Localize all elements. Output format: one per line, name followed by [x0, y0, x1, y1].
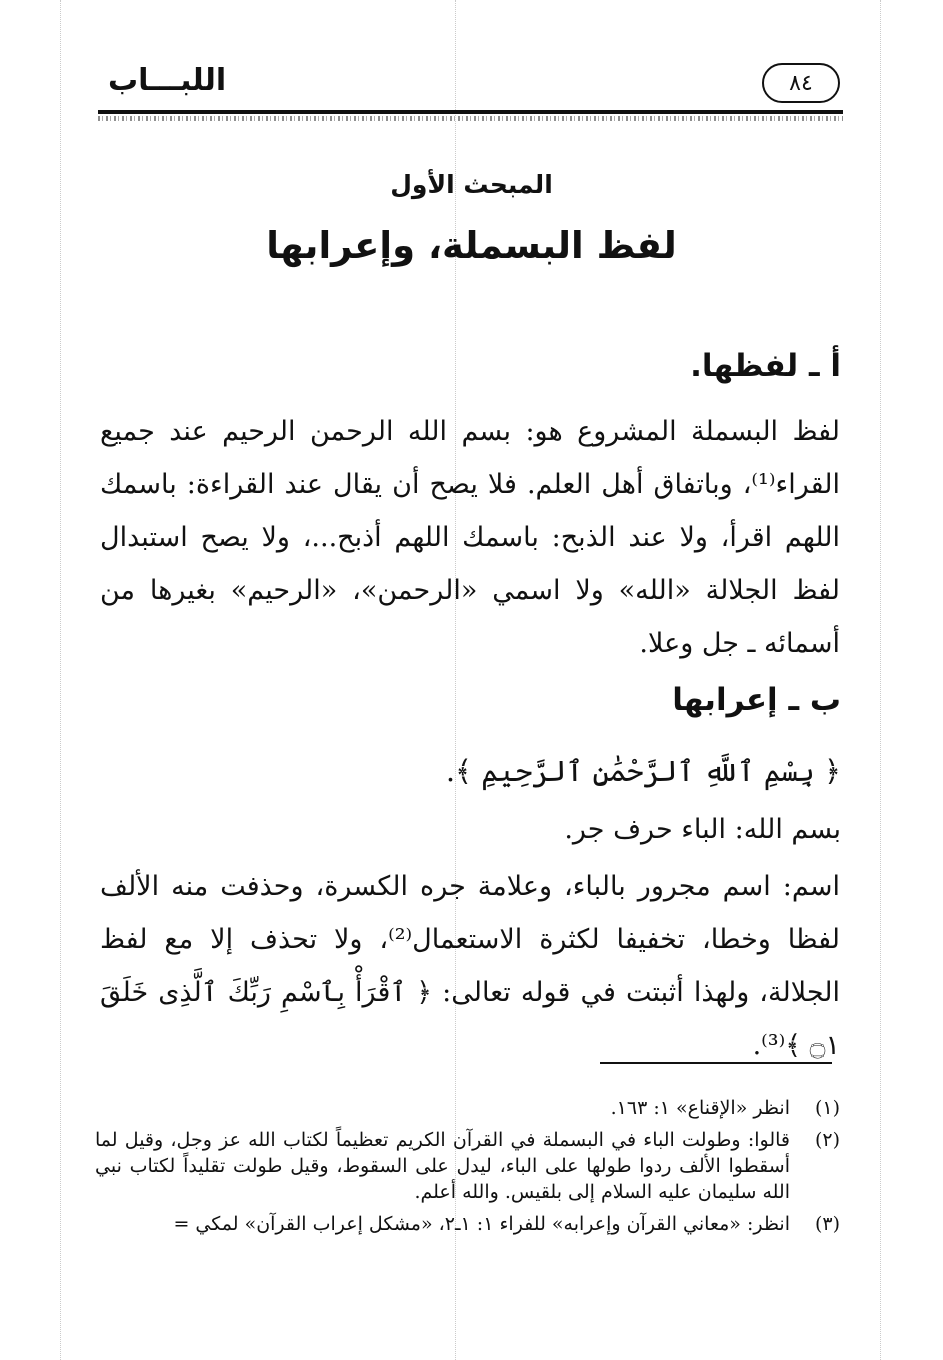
paragraph-ism: اسم: اسم مجرور بالباء، وعلامة جره الكسرة، وحذفت منه الألف لفظا وخطا، تخفيفا لكثرة الاستعمال⁽²⁾، ولا تحذف إلا مع لفظ الجلالة، ولهذا أثبتت في قوله تعالى: ﴿ ٱقْرَأْ بِٱسْمِ رَبِّكَ ٱلَّذِى خَلَقَ ۝١ ﴾⁽³⁾. [100, 871, 841, 1061]
footnote-text: انظر «الإقناع» ١: ١٦٣. [610, 1097, 790, 1119]
footnote-number: (٣) [814, 1213, 840, 1235]
footnote-number: (١) [814, 1097, 840, 1119]
basmala-verse: ﴿ بِسْمِ ٱللَّهِ ٱلرَّحْمَٰنِ ٱلرَّحِيمِ ﴾. [445, 754, 841, 788]
book-title: اللبـــاب [108, 63, 227, 98]
scan-artifact-line [880, 0, 881, 1360]
parse-line-bism: بسم الله: الباء حرف جر. [564, 814, 841, 845]
page-number-badge [762, 63, 840, 103]
footnote-item [95, 1127, 840, 1205]
subheading-a: أ ـ لفظها. [690, 348, 841, 384]
footnote-number: (٢) [814, 1129, 840, 1151]
footnotes [95, 1095, 840, 1243]
footnote-text: انظر: «معاني القرآن وإعرابه» للفراء ١: ١ـ٢، «مشكل إعراب القرآن» لمكي = [173, 1213, 790, 1235]
paragraph-lafz: لفظ البسملة المشروع هو: بسم الله الرحمن الرحيم عند جميع القراء⁽¹⁾، وباتفاق أهل العلم. فلا يصح أن يقال عند القراءة: باسمك اللهم اقرأ، ولا عند الذبح: باسمك اللهم أذبح...، ولا يصح استبدال لفظ الجلالة «الله» ولا اسمي «الرحمن»، «الرحيم» بغيرها من أسمائه ـ جل وعلا. [100, 416, 840, 659]
footnote-text: قالوا: وطولت الباء في البسملة في القرآن الكريم تعظيماً لكتاب الله عز وجل، وقيل لما أسقطوا الألف ردوا طولها على الباء، ليدل على السقوط، وقيل طولت تقليداً لكتاب نبي الله سليمان عليه السلام إلى بلقيس. والله أعلم. [95, 1129, 790, 1203]
footnote-item [95, 1211, 840, 1237]
footnote-separator [600, 1062, 832, 1064]
section-title: المبحث الأول [390, 170, 553, 199]
header-rule [98, 110, 843, 114]
page-header [90, 55, 860, 115]
footnote-item [95, 1095, 840, 1121]
subheading-b: ب ـ إعرابها [672, 682, 841, 718]
main-title: لفظ البسملة، وإعرابها [266, 224, 677, 267]
header-rule-texture [98, 116, 843, 121]
scan-artifact-line [60, 0, 61, 1360]
page-number: ٨٤ [789, 70, 813, 96]
